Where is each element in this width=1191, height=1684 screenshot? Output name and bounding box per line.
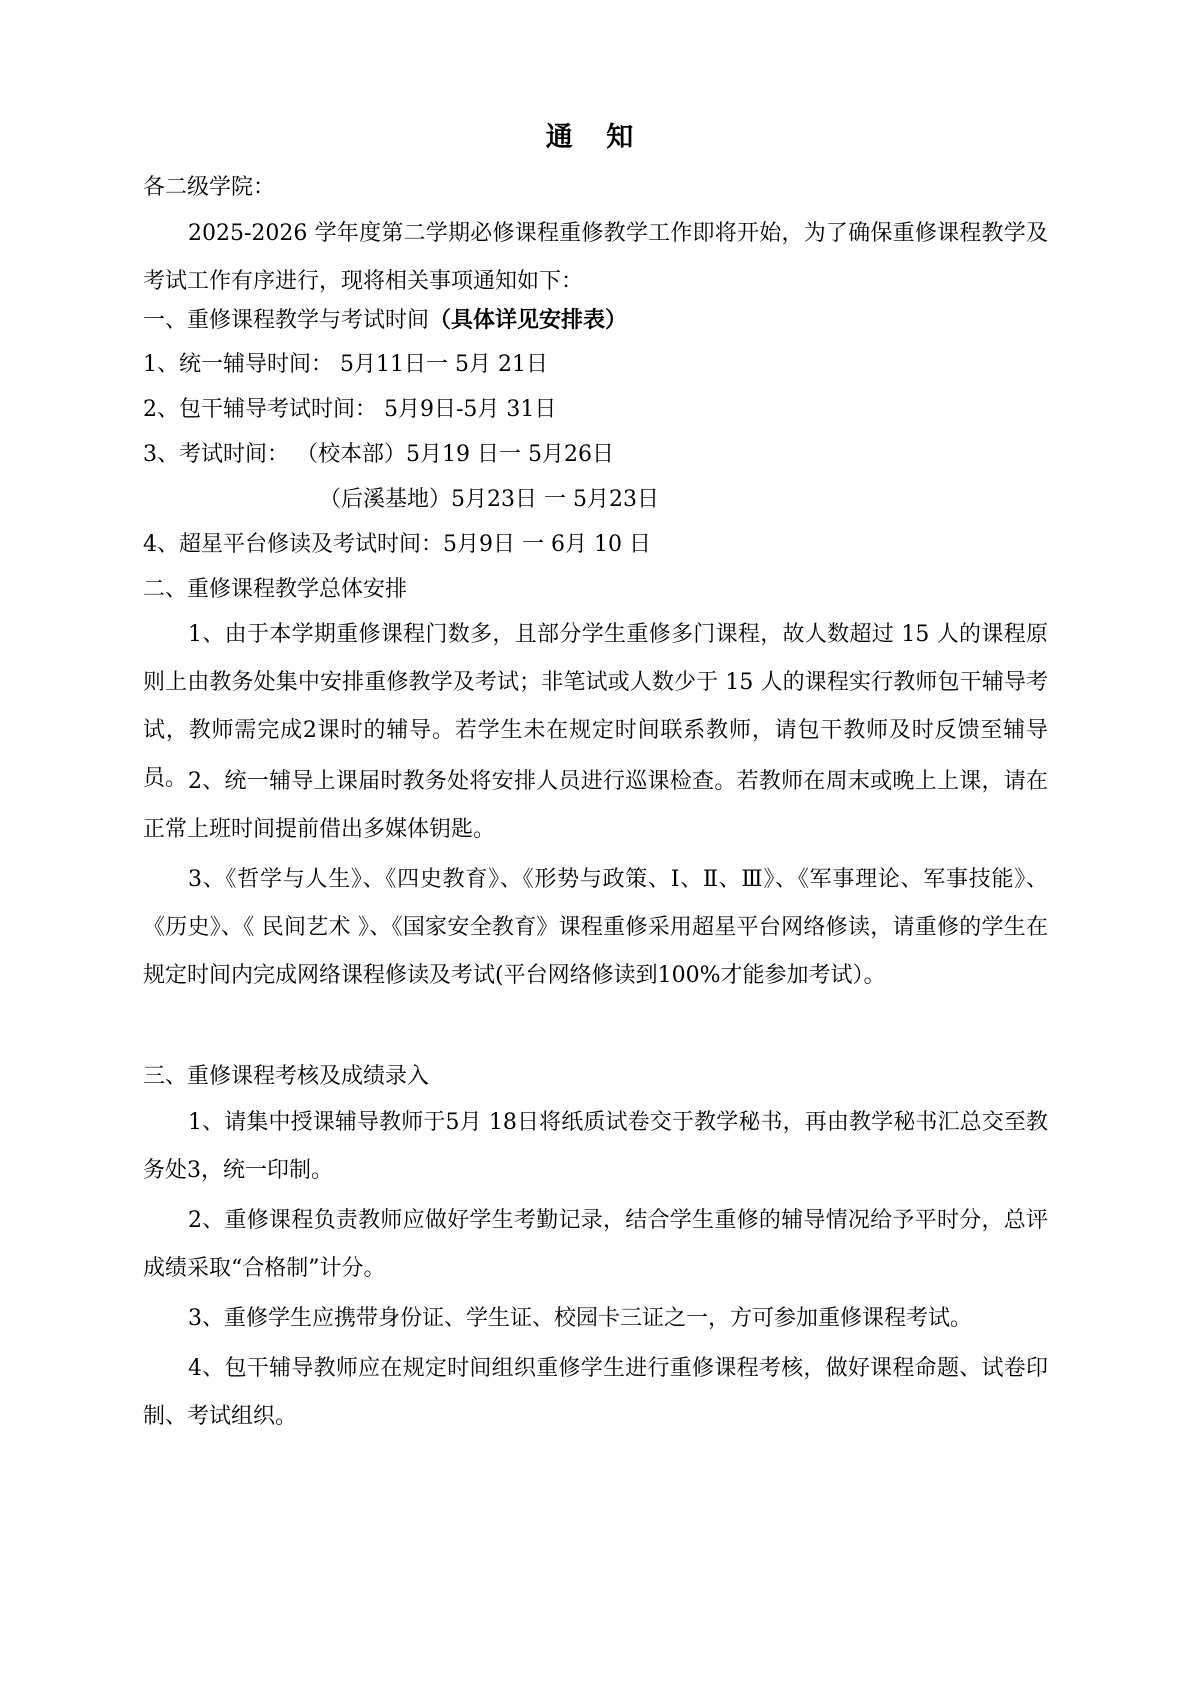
section3-heading: 三、重修课程考核及成绩录入: [143, 1064, 430, 1089]
section1-item-4: 4、超星平台修读及考试时间：5月9日 一 6月 10 日: [143, 532, 651, 557]
section1-item-3: 3、考试时间： （校本部）5月19 日一 5月26日: [143, 442, 614, 467]
section1-item-1: 1、统一辅导时间： 5月11日一 5月 21日: [143, 352, 548, 377]
section1-heading: [143, 304, 1048, 337]
section3-paragraph-2: 2、重修课程负责教师应做好学生考勤记录，结合学生重修的辅导情况给予平时分，总评成绩采取“合格制”计分。: [143, 1208, 1048, 1281]
section3-paragraph-3: 3、重修学生应携带身份证、学生证、校园卡三证之一，方可参加重修课程考试。: [188, 1306, 972, 1331]
section1-heading-bold: （具体详见安排表）: [429, 307, 628, 333]
section1-item-3-continued: （后溪基地）5月23日 一 5月23日: [319, 487, 659, 512]
section3-paragraph-4: 4、包干辅导教师应在规定时间组织重修学生进行重修课程考核，做好课程命题、试卷印制、考试组织。: [143, 1356, 1048, 1429]
section1-heading-text: 一、重修课程教学与考试时间: [143, 308, 430, 333]
section2-paragraph-2: 2、统一辅导上课届时教务处将安排人员进行巡课检查。若教师在周末或晚上上课，请在正常上班时间提前借出多媒体钥匙。: [143, 769, 1048, 842]
section3-paragraph-1: 1、请集中授课辅导教师于5月 18日将纸质试卷交于教学秘书，再由教学秘书汇总交至教务处3，统一印制。: [143, 1110, 1048, 1183]
section2-paragraph-3: 3、《哲学与人生》、《四史教育》、《形势与政策、Ⅰ、Ⅱ、Ⅲ》、《军事理论、军事技能》、《历史》、《 民间艺术 》、《国家安全教育》课程重修采用超星平台网络修读，请重修的学生在规定时间内完成网络课程修读及考试(平台网络修读到100%才能参加考试）。: [143, 867, 1049, 988]
section2-heading: 二、重修课程教学总体安排: [143, 577, 408, 602]
intro-paragraph: 2025-2026 学年度第二学期必修课程重修教学工作即将开始，为了确保重修课程教学及考试工作有序进行，现将相关事项通知如下：: [143, 221, 1048, 294]
section2-paragraph-1: 1、由于本学期重修课程门数多，且部分学生重修多门课程，故人数超过 15 人的课程原则上由教务处集中安排重修教学及考试；非笔试或人数少于 15 人的课程实行教师包干辅导考试，教师需完成2课时的辅导。若学生未在规定时间联系教师，请包干教师及时反馈至辅导员。: [143, 622, 1048, 791]
salutation: 各二级学院：: [143, 175, 276, 200]
section1-item-2: 2、包干辅导考试时间： 5月9日-5月 31日: [143, 397, 557, 422]
notice-title: 通 知: [545, 122, 646, 153]
